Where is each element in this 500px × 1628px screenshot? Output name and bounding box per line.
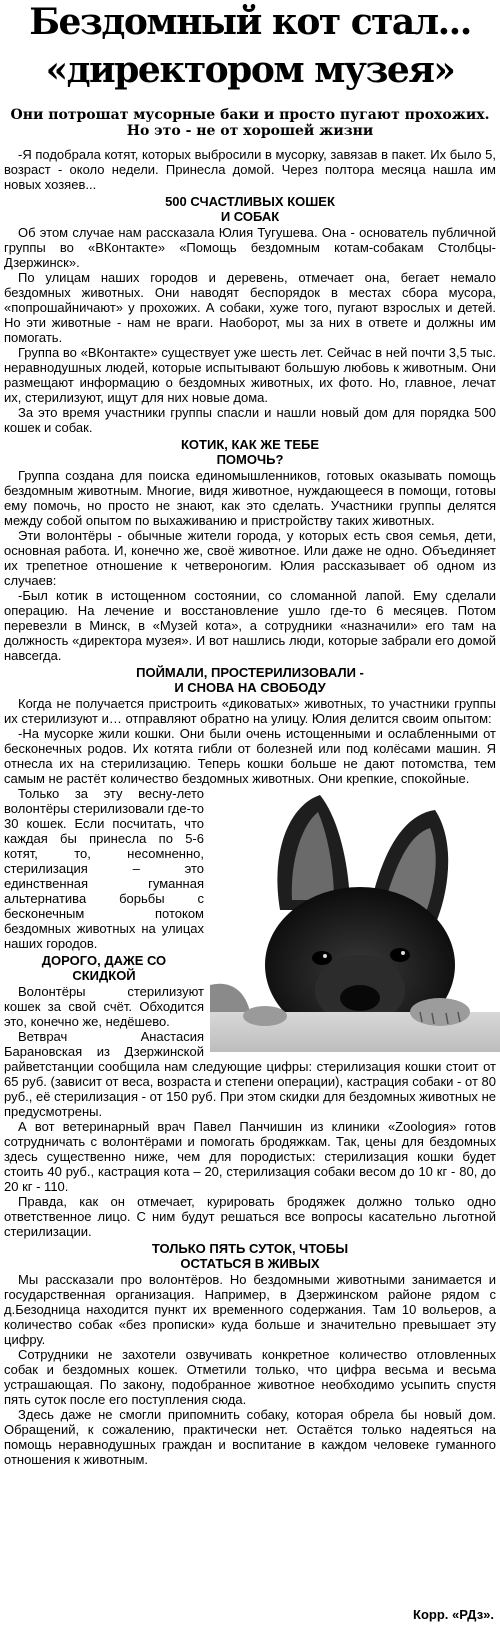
section-heading-line: ТОЛЬКО ПЯТЬ СУТОК, ЧТОБЫ [151, 1241, 349, 1256]
section-heading-line: СКИДКОЙ [72, 968, 136, 983]
paragraph: Об этом случае нам рассказала Юлия Тугушева. Она - основатель публичной группы во «ВКонтакте» «Помощь бездомным котам-собакам Столбцы-Дзержинск». [4, 225, 496, 270]
section-heading [4, 665, 496, 695]
section-heading-line: ПОЙМАЛИ, ПРОСТЕРИЛИЗОВАЛИ - [136, 665, 364, 680]
section-heading-line: ДОРОГО, ДАЖЕ СО [41, 953, 167, 968]
section-heading-line: ПОМОЧЬ? [216, 452, 284, 467]
headline-line-2: «директором музея» [45, 49, 455, 91]
section-heading-line: ОСТАТЬСЯ В ЖИВЫХ [180, 1256, 320, 1271]
paragraph: Сотрудники не захотели озвучивать конкретное количество отловленных собак и бездомных кошек. Отметили только, что цифра весьма и весьма устрашающая. По закону, подобранное животное необходимо усыпить спустя пять суток после его поступления сюда. [4, 1347, 496, 1407]
paragraph: А вот ветеринарный врач Павел Панчишин из клиники «Zoologия» готов сотрудничать с волонтёрами и помогать бродяжкам. Так, цены для бездомных здесь существенно ниже, чем для породистых: стерилизация кошки будет стоить 40 руб., кастрация кота – 20, стерилизация собаки весом до 10 кг - 80, до 20 кг - 110. [4, 1119, 496, 1194]
paragraph: -Был котик в истощенном состоянии, со сломанной лапой. Ему сделали операцию. На лечение и восстановление ушло где-то 6 месяцев. Потом перевезли в Минск, в «Музей кота», а сотрудники «назначили» его там на должность «директора музея». И вот нашлись люди, которые забрали его домой навсегда. [4, 588, 496, 663]
paragraph: -На мусорке жили кошки. Они были очень истощенными и ослабленными от бесконечных родов. Их котята гибли от болезней или под колёсами машин. Я отнесла их на стерилизацию. Теперь кошки больше не дают потомства, тем самым не растёт количество бездомных животных. Они крепкие, спокойные. [4, 726, 496, 786]
paragraph: Только за эту весну-лето волонтёры стерилизовали где-то 30 кошек. Если посчитать, что каждая бы принесла по 5-6 котят, то, несомненно, стерилизация – это единственная гуманная альтернатива борьбы с бесконечным потоком бездомных животных на улицах наших городов. [4, 786, 204, 951]
paragraph: Когда не получается пристроить «диковатых» животных, то участники группы их стерилизуют и… отправляют обратно на улицу. Юлия делится своим опытом: [4, 696, 496, 726]
paragraph: Группа во «ВКонтакте» существует уже шесть лет. Сейчас в ней почти 3,5 тыс. неравнодушных людей, которые испытывают большую любовь к животным. Они размещают информацию о бездомных животных, их фото. Но, главное, лечат их, стерилизуют, ищут для них новые дома. [4, 345, 496, 405]
paragraph: Эти волонтёры - обычные жители города, у которых есть своя семья, дети, основная работа. И, конечно же, своё животное. Или даже не одно. Объединяет их трепетное отношение к четвероногим. Юлия рассказывает об одном из случаев: [4, 528, 496, 588]
author-credit: Корр. «РДз». [413, 1607, 494, 1622]
paragraph: Здесь даже не смогли припомнить собаку, которая обрела бы новый дом. Обращений, к сожалению, практически нет. Остаётся только надеяться на помощь неравнодушных граждан и воспитание в каждом человеке гуманного отношения к животным. [4, 1407, 496, 1467]
section-heading [4, 194, 496, 224]
puppy-image [210, 790, 500, 1052]
headline-line-1: Бездомный кот стал... [29, 1, 471, 43]
paragraph: Группа создана для поиска единомышленников, готовых оказывать помощь бездомным животным. Многие, видя животное, нуждающееся в помощи, готовы ему помочь, но просто не знают, как это сделать. Участники группы делятся между собой опытом по выхаживанию и пристройству таких животных. [4, 468, 496, 528]
section-heading-line: И СОБАК [220, 209, 280, 224]
lead-subtitle: Они потрошат мусорные баки и просто пугают прохожих. Но это - не от хорошей жизни [10, 107, 490, 139]
paragraph: Правда, как он отмечает, курировать бродяжек должно только одно ответственное лицо. С ним будут решаться все вопросы касательно льготной стерилизации. [4, 1194, 496, 1239]
paragraph: Волонтёры стерилизуют кошек за свой счёт. Обходится это, конечно же, недёшево. [4, 984, 204, 1029]
paragraph: Мы рассказали про волонтёров. Но бездомными животными занимается и государственная организация. Например, в Дзержинском районе рядом с д.Безодница находится пункт их временного содержания. Там 10 вольеров, а количество собак «без прописки» куда больше и значительно превышает эту цифру. [4, 1272, 496, 1347]
section-heading [4, 1241, 496, 1271]
intro-paragraph: -Я подобрала котят, которых выбросили в мусорку, завязав в пакет. Их было 5, возраст - около недели. Принесла домой. Через полтора месяца нашла им новых хозяев... [4, 147, 496, 192]
section-heading [4, 437, 496, 467]
paragraph: По улицам наших городов и деревень, отмечает она, бегает немало бездомных животных. Они наводят беспорядок в местах сбора мусора, «попрошайничают» у прохожих. А собаки, хуже того, пугают взрослых и детей. Но эти животные - нам не враги. Наоборот, мы за них в ответе и должны им помогать. [4, 270, 496, 345]
paragraph: За это время участники группы спасли и нашли новый дом для порядка 500 кошек и собак. [4, 405, 496, 435]
section-heading-line: И СНОВА НА СВОБОДУ [174, 680, 326, 695]
section-heading-line: 500 СЧАСТЛИВЫХ КОШЕК [165, 194, 335, 209]
section-heading-line: КОТИК, КАК ЖЕ ТЕБЕ [180, 437, 320, 452]
paragraph: Ветврач Анастасия Барановская из Дзержинской райветстанции сообщила нам следующие цифры: стерилизация кошки стоит от 65 руб. (зависит от веса, возраста и степени операции), кастрация собаки - от 80 руб., её стерилизация - от 150 руб. При этом скидки для бездомных животных не предусмотрены. [4, 1029, 496, 1119]
puppy-photo [210, 790, 500, 1052]
article-body [4, 147, 496, 1467]
